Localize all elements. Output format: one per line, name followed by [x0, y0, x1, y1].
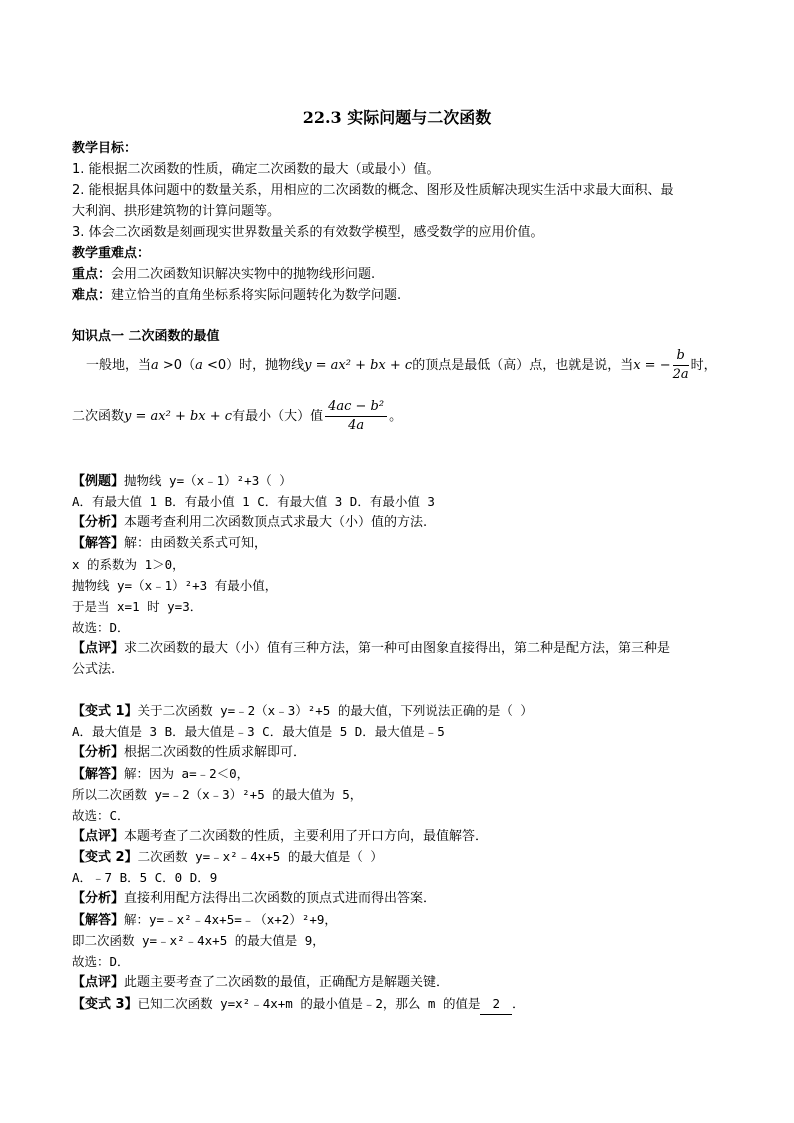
kp1-text: <0）时，抛物线: [202, 358, 305, 373]
vertex-x-fraction: [673, 347, 689, 384]
kp1-text: >0（: [158, 358, 196, 373]
goal-item-2a: 2. 能根据具体问题中的数量关系，用相应的二次函数的概念、图形及性质解决现实生活中求最大面积、最: [72, 183, 674, 198]
variant-1-step-1: 所以二次函数 y=﹣2（x﹣3）²+5 的最大值为 5，: [72, 787, 363, 802]
kp1-paragraph-1: [86, 347, 717, 385]
answer-tag: 【解答】: [72, 767, 125, 782]
kp1-text: 的顶点是最低（高）点，也就是说，当: [412, 358, 634, 373]
variant-1-answer: [72, 764, 249, 785]
variant-2-answer: [72, 910, 337, 931]
difficulty-label: 难点：: [72, 288, 112, 303]
variant-2-comment: [72, 973, 449, 993]
variant-1-comment: [72, 827, 488, 847]
kp1-text: 一般地，当: [86, 358, 152, 373]
variant-1-question: [72, 701, 533, 722]
answer-tag: 【解答】: [72, 536, 125, 551]
analysis-text: 根据二次函数的性质求解即可．: [124, 745, 307, 760]
kp1-paragraph-2: [72, 398, 402, 436]
fraction-numerator: b: [673, 347, 689, 366]
kp1-text: 二次函数: [72, 409, 125, 424]
knowledge-point-heading: 知识点一 二次函数的最值: [72, 329, 220, 344]
question-end: ．: [511, 997, 525, 1012]
variant-2-step-1: 即二次函数 y=﹣x²﹣4x+5 的最大值是 9，: [72, 933, 325, 948]
comment-tag: 【点评】: [72, 829, 125, 844]
example-question: [72, 471, 292, 492]
var-a: a: [151, 358, 159, 373]
analysis-text: 本题考查利用二次函数顶点式求最大（小）值的方法.: [124, 515, 428, 530]
focus-text: 会用二次函数知识解决实物中的抛物线形问题.: [111, 267, 376, 282]
key-heading: 教学重难点：: [72, 246, 151, 261]
answer-text: 解：由函数关系式可知，: [124, 536, 268, 551]
answer-tag: 【解答】: [72, 913, 125, 928]
example-analysis: [72, 513, 427, 533]
analysis-tag: 【分析】: [72, 891, 125, 906]
goal-item-3: 3. 体会二次函数是刻画现实世界数量关系的有效数学模型，感受数学的应用价值。: [72, 225, 544, 240]
comment-text: 本题考查了二次函数的性质，主要利用了开口方向，最值解答．: [124, 829, 489, 844]
vertex-x-equation: x = −: [633, 358, 671, 373]
key-difficulty: [72, 286, 401, 306]
variant-1-analysis: [72, 743, 306, 763]
example-step-1: x 的系数为 1＞0，: [72, 557, 185, 572]
variant-tag: 【变式 2】: [72, 850, 138, 865]
example-options: A．有最大值 1 B．有最小值 1 C．有最大值 3 D．有最小值 3: [72, 494, 435, 509]
answer-blank: 2: [480, 994, 512, 1015]
variant-2-question: [72, 847, 383, 868]
comment-text: 求二次函数的最大（小）值有三种方法，第一种可由图象直接得出，第二种是配方法，第三种是: [124, 641, 671, 656]
analysis-tag: 【分析】: [72, 515, 125, 530]
variant-2-step-2: 故选：D．: [72, 954, 130, 969]
goals-heading: 教学目标：: [72, 141, 138, 156]
kp1-text: 。: [389, 409, 403, 424]
var-a: a: [195, 358, 203, 373]
example-step-3: 于是当 x=1 时 y=3．: [72, 599, 203, 614]
fraction-denominator: 2a: [672, 367, 689, 382]
example-tag: 【例题】: [72, 474, 125, 489]
parabola-equation: y = ax² + bx + c: [304, 358, 413, 373]
variant-2-options: A．﹣7 B．5 C．0 D．9: [72, 870, 218, 885]
analysis-text: 直接利用配方法得出二次函数的顶点式进而得出答案．: [124, 891, 437, 906]
fraction-denominator: 4a: [348, 418, 365, 433]
focus-label: 重点：: [72, 267, 112, 282]
comment-text: 此题主要考查了二次函数的最值，正确配方是解题关键．: [124, 975, 450, 990]
variant-question-text: 关于二次函数 y=﹣2（x﹣3）²+5 的最大值，下列说法正确的是（ ）: [137, 703, 533, 718]
variant-tag: 【变式 1】: [72, 704, 138, 719]
variant-3-question: [72, 994, 525, 1015]
extreme-value-fraction: [325, 398, 387, 435]
example-question-text: 抛物线 y=（x﹣1）²+3（ ）: [124, 473, 292, 488]
example-comment: [72, 639, 670, 659]
analysis-tag: 【分析】: [72, 745, 125, 760]
variant-question-text: 已知二次函数 y=x²﹣4x+m 的最小值是﹣2，那么 m 的值是: [137, 996, 481, 1011]
answer-text: 解：y=﹣x²﹣4x+5=﹣（x+2）²+9，: [124, 912, 337, 927]
goal-item-2b: 大利润、拱形建筑物的计算问题等。: [72, 204, 281, 219]
example-comment-cont: 公式法.: [72, 662, 116, 677]
kp1-text: 时，: [690, 358, 717, 373]
goal-item-1: 1. 能根据二次函数的性质，确定二次函数的最大（或最小）值。: [72, 162, 440, 177]
variant-2-analysis: [72, 889, 436, 909]
example-step-4: 故选：D．: [72, 620, 130, 635]
comment-tag: 【点评】: [72, 975, 125, 990]
fraction-numerator: 4ac − b²: [325, 398, 387, 417]
parabola-equation: y = ax² + bx + c: [124, 409, 233, 424]
kp1-text: 有最小（大）值: [232, 409, 324, 424]
page-title: 22.3 实际问题与二次函数: [302, 108, 492, 127]
example-answer: [72, 534, 267, 554]
variant-question-text: 二次函数 y=﹣x²﹣4x+5 的最大值是（ ）: [137, 849, 383, 864]
variant-tag: 【变式 3】: [72, 997, 138, 1012]
answer-text: 解：因为 a=﹣2＜0，: [124, 766, 250, 781]
variant-1-step-2: 故选：C．: [72, 808, 130, 823]
difficulty-text: 建立恰当的直角坐标系将实际问题转化为数学问题.: [111, 288, 402, 303]
comment-tag: 【点评】: [72, 641, 125, 656]
variant-1-options: A．最大值是 3 B．最大值是﹣3 C．最大值是 5 D．最大值是﹣5: [72, 724, 445, 739]
example-step-2: 抛物线 y=（x﹣1）²+3 有最小值，: [72, 578, 278, 593]
key-focus: [72, 265, 375, 285]
